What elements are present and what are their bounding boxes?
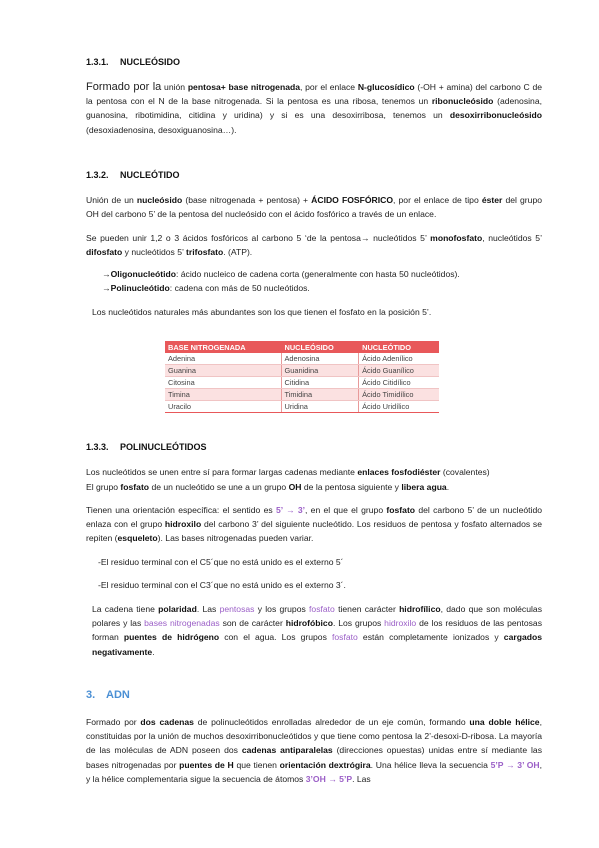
- section-number: 1.3.3.: [86, 442, 109, 452]
- paragraph-nucleosido: Formado por la unión pentosa+ base nitrogenada, por el enlace N-glucosídico (-OH + amina) del carbono C de la pentosa con el N de la base nitrogenada. Si la pentosa es una ribosa, tenemos un ribonucleósido (adenosina, guanosina, ribotimidina, citidina y uridina) y si es una desoxirribosa, tenemos un desoxirribonucleósido (desoxiadenosina, desoxiguanosina…).: [86, 81, 543, 135]
- paragraph-enlaces-fosfodiester: Los nucleótidos se unen entre sí para formar largas cadenas mediante enlaces fosfodiéster (covalentes): [86, 467, 490, 477]
- section-heading-3: [86, 689, 130, 701]
- table-row: [165, 377, 439, 389]
- section-heading-1-3-3: [86, 442, 207, 452]
- table-cell: Ácido Adenílico: [359, 353, 439, 365]
- paragraph-nucleotido-union: Unión de un nucleósido (base nitrogenada + pentosa) + ÁCIDO FOSFÓRICO, por el enlace de tipo éster del grupo OH del carbono 5’ de la pentosa del nucleósido con el ácido fosfórico a través de un enlace.: [86, 195, 543, 220]
- paragraph-fosfatos: Se pueden unir 1,2 o 3 ácidos fosfóricos al carbono 5 ‘de la pentosa→ nucleótidos 5’ monofosfato, nucleótidos 5’ difosfato y nucleótidos 5’ trifosfato. (ATP).: [86, 233, 542, 258]
- table-cell: Guanina: [165, 365, 281, 377]
- table-header: NUCLEÓTIDO: [359, 341, 439, 353]
- section-title: NUCLEÓTIDO: [120, 170, 180, 180]
- table-cell: Timidina: [281, 389, 359, 401]
- paragraph-extremo-5: -El residuo terminal con el C5´que no está unido es el externo 5´: [98, 557, 344, 567]
- paragraph-extremo-3: -El residuo terminal con el C3´que no está unido es el externo 3´.: [98, 580, 346, 590]
- table-header-row: [165, 341, 439, 353]
- list-item-oligonucleotido: →Oligonucleótido: ácido nucleico de cadena corta (generalmente con hasta 50 nucleótidos).: [102, 269, 460, 279]
- table-cell: Adenina: [165, 353, 281, 365]
- table-header: NUCLEÓSIDO: [281, 341, 359, 353]
- table-row: [165, 365, 439, 377]
- section-title: ADN: [106, 689, 130, 701]
- paragraph-grupo-fosfato: El grupo fosfato de un nucleótido se une a un grupo OH de la pentosa siguiente y libera agua.: [86, 482, 450, 492]
- table-cell: Citidina: [281, 377, 359, 389]
- section-number: 1.3.1.: [86, 57, 109, 67]
- table-cell: Uracilo: [165, 401, 281, 413]
- table-cell: Ácido Citidílico: [359, 377, 439, 389]
- table-row: [165, 401, 439, 413]
- table-cell: Timina: [165, 389, 281, 401]
- table-cell: Guanidina: [281, 365, 359, 377]
- section-number: 1.3.2.: [86, 170, 109, 180]
- table-cell: Adenosina: [281, 353, 359, 365]
- section-title: POLINUCLEÓTIDOS: [120, 442, 207, 452]
- paragraph-polaridad: La cadena tiene polaridad. Las pentosas y los grupos fosfato tienen carácter hidrofílico, dado que son moléculas polares y las bases nitrogenadas son de carácter hidrofóbico. Los grupos hidroxilo de los residuos de las pentosas forman puentes de hidrógeno con el agua. Los grupos fosfato están completamente ionizados y cargados negativamente.: [92, 604, 543, 657]
- table-cell: Uridina: [281, 401, 359, 413]
- section-number: 3.: [86, 689, 96, 701]
- paragraph-orientacion: Tienen una orientación específica: el sentido es 5’ → 3’, en el que el grupo fosfato del carbono 5’ de un nucleótido enlaza con el grupo hidroxilo del carbono 3’ del siguiente nucleótido. Los residuos de pentosa y fosfato alternados se repiten (esqueleto). Las bases nitrogenadas pueden variar.: [86, 505, 543, 544]
- table-cell: Citosina: [165, 377, 281, 389]
- paragraph-nucleotidos-abundantes: Los nucleótidos naturales más abundantes son los que tienen el fosfato en la posición 5’.: [92, 307, 432, 317]
- section-heading-1-3-1: [86, 57, 180, 67]
- table-row: [165, 353, 439, 365]
- section-heading-1-3-2: [86, 170, 180, 180]
- table-row: [165, 389, 439, 401]
- table-cell: Ácido Timidílico: [359, 389, 439, 401]
- paragraph-adn: Formado por dos cadenas de polinucleótidos enrolladas alrededor de un eje común, formando una doble hélice, constituidas por la unión de muchos desoxirribonucleótidos y que tiene como pentosa la 2’-desoxi-D-ribosa. La mayoría de las moléculas de ADN poseen dos cadenas antiparalelas (direcciones opuestas) unidas entre sí mediante las bases nitrogenadas por puentes de H que tienen orientación dextrógira. Una hélice lleva la secuencia 5’P → 3’ OH, y la hélice complementaria sigue la secuencia de átomos 3’OH → 5’P. Las: [86, 717, 542, 784]
- section-title: NUCLEÓSIDO: [120, 57, 181, 67]
- table-cell: Ácido Uridílico: [359, 401, 439, 413]
- list-item-polinucleotido: →Polinucleótido: cadena con más de 50 nucleótidos.: [102, 283, 310, 293]
- table-cell: Ácido Guanílico: [359, 365, 439, 377]
- bases-table: [165, 341, 439, 413]
- table-header: BASE NITROGENADA: [165, 341, 281, 353]
